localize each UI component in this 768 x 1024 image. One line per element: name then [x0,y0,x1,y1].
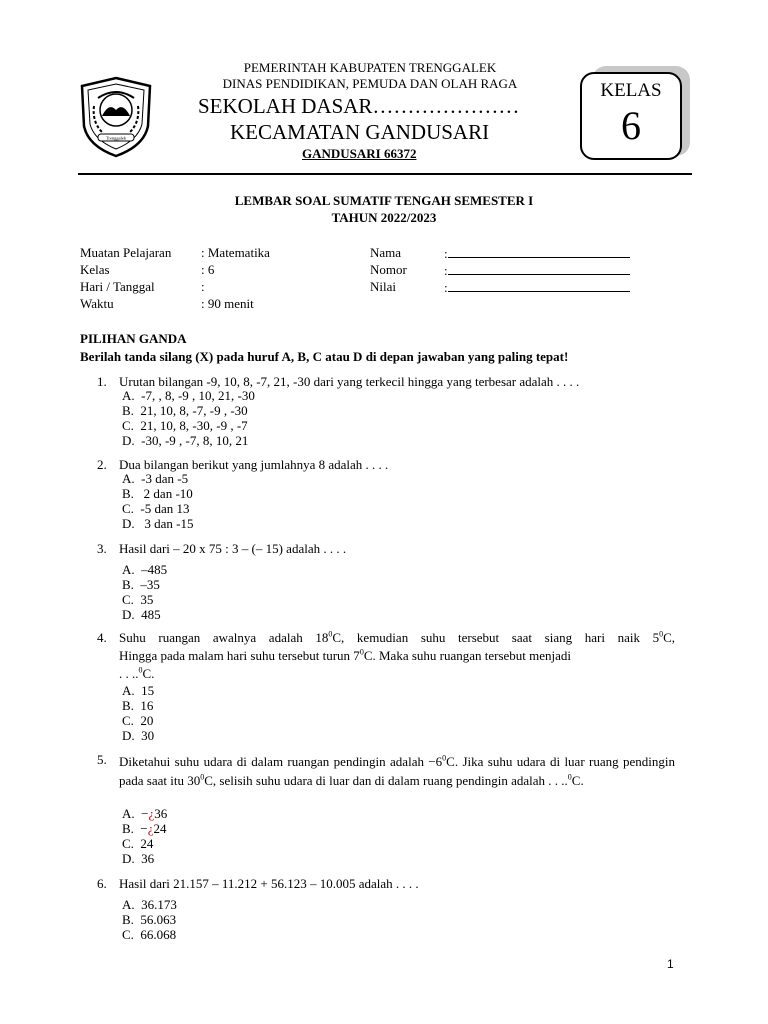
school-name: SEKOLAH DASAR………………… [198,94,520,118]
q1-text: Urutan bilangan -9, 10, 8, -7, 21, -30 dari yang terkecil hingga yang terbesar adalah . . . . [119,374,580,389]
q1-option-b[interactable]: B. 21, 10, 8, -7, -9 , -30 [122,403,248,418]
q5-text: Diketahui suhu udara di dalam ruangan pendingin adalah $-6^0C$. Jika suhu udara di luar ruang pendingin pada saat itu $30^0C$, selisih suhu udara di luar dan di dalam ruang pendingin adalah . . ..$^0$C. [119,753,675,788]
q4-number: 4. [97,630,107,645]
number-field[interactable] [444,262,630,279]
info-label-name: Nama [370,245,402,260]
q3-option-a[interactable]: A. –485 [122,562,168,577]
q4-text-line-1: Suhu ruangan awalnya adalah $18^0C$, kemudian suhu tersebut saat siang hari naik $5^0C$, [119,629,675,645]
info-label-date: Hari / Tanggal [80,279,155,294]
q5-option-c[interactable]: C. 24 [122,836,154,851]
exam-year: TAHUN 2022/2023 [331,210,437,225]
q2-option-a[interactable]: A. -3 dan -5 [122,471,189,486]
q5-option-d[interactable]: D. 36 [122,851,155,866]
q4-option-b[interactable]: B. 16 [122,698,154,713]
page-number: 1 [667,957,674,971]
q5-option-a[interactable]: A. −¿36 [122,806,168,821]
q5-number: 5. [97,752,107,767]
q5-option-b[interactable]: B. −¿24 [122,821,167,836]
info-label-number: Nomor [370,262,407,277]
district-name: KECAMATAN GANDUSARI [230,120,490,144]
header-divider [78,173,692,175]
info-value-date: : [201,279,205,294]
q6-option-c[interactable]: C. 66.068 [122,927,177,942]
postal-code: GANDUSARI 66372 [302,146,417,161]
number-colon: : [444,263,448,278]
q2-option-d[interactable]: D. 3 dan -15 [122,516,194,531]
q6-text: Hasil dari 21.157 – 11.212 + 56.123 – 10.005 adalah . . . . [119,876,419,891]
info-label-time: Waktu [80,296,114,311]
q2-text: Dua bilangan berikut yang jumlahnya 8 adalah . . . . [119,457,389,472]
q3-option-d[interactable]: D. 485 [122,607,161,622]
q3-option-b[interactable]: B. –35 [122,577,160,592]
q4-text-line-3: . . ..$^0$C. [119,665,155,681]
q4-option-d[interactable]: D. 30 [122,728,155,743]
q4-option-c[interactable]: C. 20 [122,713,154,728]
info-label-subject: Muatan Pelajaran [80,245,172,260]
q3-text: Hasil dari – 20 x 75 : 3 – (– 15) adalah . . . . [119,541,347,556]
q6-option-a[interactable]: A. 36.173 [122,897,177,912]
info-value-time: : 90 menit [201,296,254,311]
q2-number: 2. [97,457,107,472]
name-colon: : [444,246,448,261]
exam-title: LEMBAR SOAL SUMATIF TENGAH SEMESTER I [234,193,534,208]
section-heading: PILIHAN GANDA [80,331,187,346]
kelas-number: 6 [621,103,641,148]
q1-option-c[interactable]: C. 21, 10, 8, -30, -9 , -7 [122,418,248,433]
q1-option-d[interactable]: D. -30, -9 , -7, 8, 10, 21 [122,433,249,448]
info-value-subject: : Matematika [201,245,270,260]
q4-text-line-2: Hingga pada malam hari suhu tersebut turun $7^0C$. Maka suhu ruangan tersebut menjadi [119,647,572,663]
q2-option-b[interactable]: B. 2 dan -10 [122,486,193,501]
name-field[interactable] [444,245,630,262]
q6-number: 6. [97,876,107,891]
regency-logo [78,76,154,158]
score-field[interactable] [444,279,630,296]
info-label-score: Nilai [370,279,396,294]
q2-option-c[interactable]: C. -5 dan 13 [122,501,190,516]
kelas-label: KELAS [600,80,662,101]
info-value-class: : 6 [201,262,215,277]
q1-option-a[interactable]: A. -7, , 8, -9 , 10, 21, -30 [122,388,255,403]
logo-motto: Trenggalek [105,135,127,141]
kelas-box [580,72,682,160]
q4-option-a[interactable]: A. 15 [122,683,155,698]
q1-number: 1. [97,374,107,389]
q6-option-b[interactable]: B. 56.063 [122,912,177,927]
header-line-2: DINAS PENDIDIKAN, PEMUDA DAN OLAH RAGA [222,76,518,91]
info-label-class: Kelas [80,262,110,277]
q3-number: 3. [97,541,107,556]
section-instruction: Berilah tanda silang (X) pada huruf A, B, C atau D di depan jawaban yang paling tepat! [80,349,569,364]
q3-option-c[interactable]: C. 35 [122,592,154,607]
header-line-1: PEMERINTAH KABUPATEN TRENGGALEK [243,60,497,75]
score-colon: : [444,280,448,295]
